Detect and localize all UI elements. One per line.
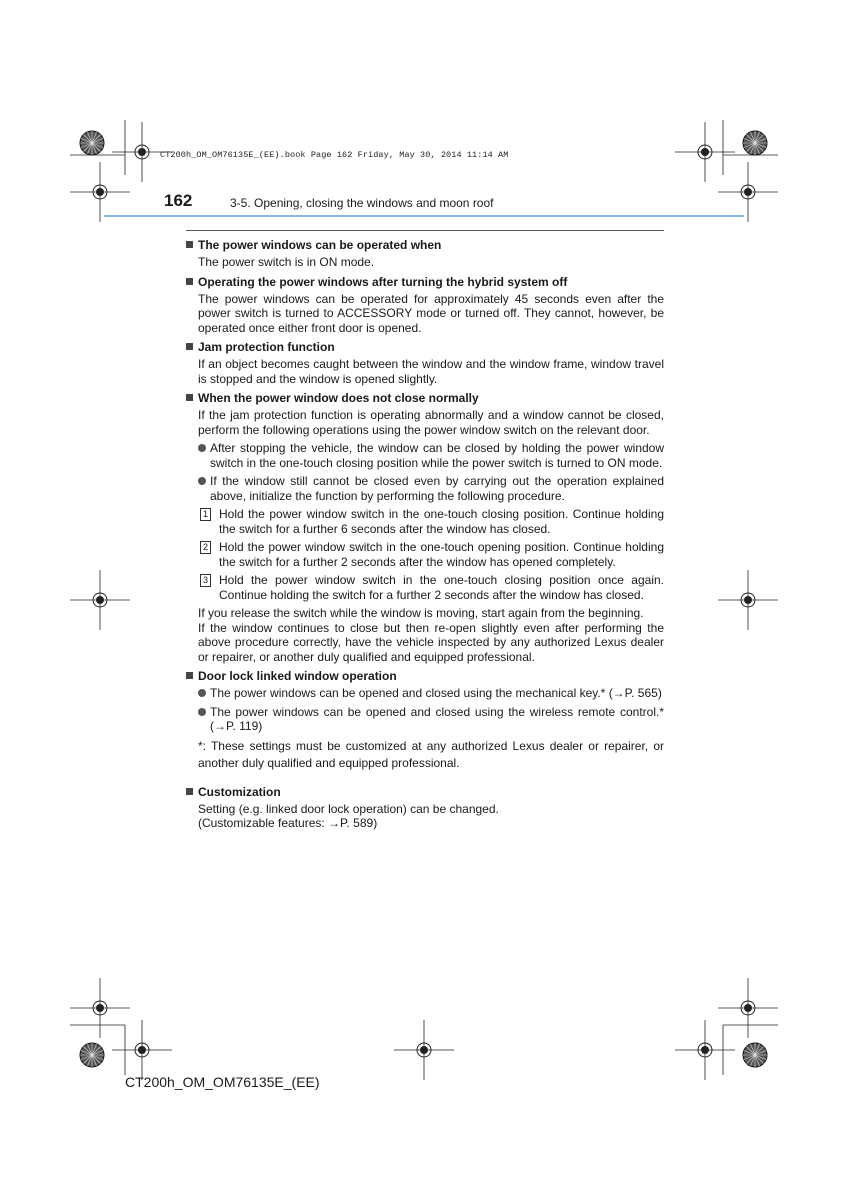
heading-text: Door lock linked window operation	[198, 669, 397, 683]
section-heading	[186, 390, 664, 406]
bullet-item	[198, 474, 664, 503]
square-bullet-icon	[186, 241, 193, 248]
step-number: 3	[200, 574, 211, 587]
step-text: Hold the power window switch in the one-touch opening position. Continue holding the switch for a further 2 seconds after the window has opened completely.	[219, 540, 664, 569]
step-text: Hold the power window switch in the one-touch closing position. Continue holding the switch for a further 6 seconds after the window has closed.	[219, 507, 664, 536]
square-bullet-icon	[186, 278, 193, 285]
page-number: 162	[164, 191, 193, 210]
step-item	[198, 573, 664, 602]
paragraph: The power windows can be operated for approximately 45 seconds even after the power switch is turned to ACCESSORY mode or turned off. They cannot, however, be operated once either front door is opened.	[198, 291, 664, 335]
bullet-text: The power windows can be opened and closed using the mechanical key.* (→P. 565)	[210, 686, 662, 700]
heading-text: The power windows can be operated when	[198, 238, 442, 252]
bullet-item	[198, 441, 664, 470]
step-item	[198, 507, 664, 536]
print-info: CT200h_OM_OM76135E_(EE).book Page 162 Friday, May 30, 2014 11:14 AM	[160, 150, 509, 160]
paragraph: Setting (e.g. linked door lock operation) can be changed.	[198, 801, 499, 816]
bullet-text: After stopping the vehicle, the window can be closed by holding the power window switch in the one-touch closing position while the power switch is turned to ON mode.	[210, 441, 664, 470]
heading-text: Operating the power windows after turning the hybrid system off	[198, 274, 568, 289]
step-number: 1	[200, 508, 211, 521]
step-text: Hold the power window switch in the one-touch closing position once again. Continue holding the switch for a further 2 seconds after the window has closed.	[219, 573, 664, 602]
paragraph: If the jam protection function is operating abnormally and a window cannot be closed, perform the following operations using the power window switch on the relevant door.	[198, 408, 664, 437]
bullet-dot-icon	[198, 708, 206, 716]
section-heading	[186, 274, 664, 290]
section-heading	[186, 237, 664, 253]
step-item	[198, 540, 664, 569]
content-area	[186, 230, 664, 835]
square-bullet-icon	[186, 343, 193, 350]
section-title: 3-5. Opening, closing the windows and moon roof	[230, 196, 494, 210]
square-bullet-icon	[186, 672, 193, 679]
bullet-dot-icon	[198, 689, 206, 697]
paragraph: (Customizable features: →P. 589)	[198, 816, 378, 830]
footnote: *: These settings must be customized at any authorized Lexus dealer or repairer, or another duly qualified and equipped professional.	[198, 738, 664, 770]
heading-text: Jam protection function	[198, 340, 335, 354]
paragraph: If the window continues to close but then re-open slightly even after performing the above procedure correctly, have the vehicle inspected by any authorized Lexus dealer or repairer, or another duly qualified and equipped professional.	[198, 620, 664, 664]
heading-text: When the power window does not close normally	[198, 391, 479, 405]
bullet-text: If the window still cannot be closed even by carrying out the operation explained above, initialize the function by performing the following procedure.	[210, 474, 664, 503]
square-bullet-icon	[186, 394, 193, 401]
section-heading	[186, 668, 664, 684]
section-heading	[186, 784, 664, 800]
step-number: 2	[200, 541, 211, 554]
bullet-dot-icon	[198, 444, 206, 452]
bullet-text: The power windows can be opened and closed using the wireless remote control.* (→P. 119)	[210, 704, 664, 733]
paragraph: If an object becomes caught between the window and the window frame, window travel is stopped and the window is opened slightly.	[198, 357, 664, 386]
section-heading	[186, 339, 664, 355]
bullet-dot-icon	[198, 477, 206, 485]
heading-text: Customization	[198, 784, 281, 799]
header-rule	[104, 215, 744, 217]
paragraph: If you release the switch while the window is moving, start again from the beginning.	[198, 606, 644, 620]
bullet-item	[198, 686, 664, 701]
bullet-item	[198, 705, 664, 734]
square-bullet-icon	[186, 788, 193, 795]
paragraph: The power switch is in ON mode.	[198, 255, 375, 269]
document-code: CT200h_OM_OM76135E_(EE)	[125, 1074, 320, 1090]
